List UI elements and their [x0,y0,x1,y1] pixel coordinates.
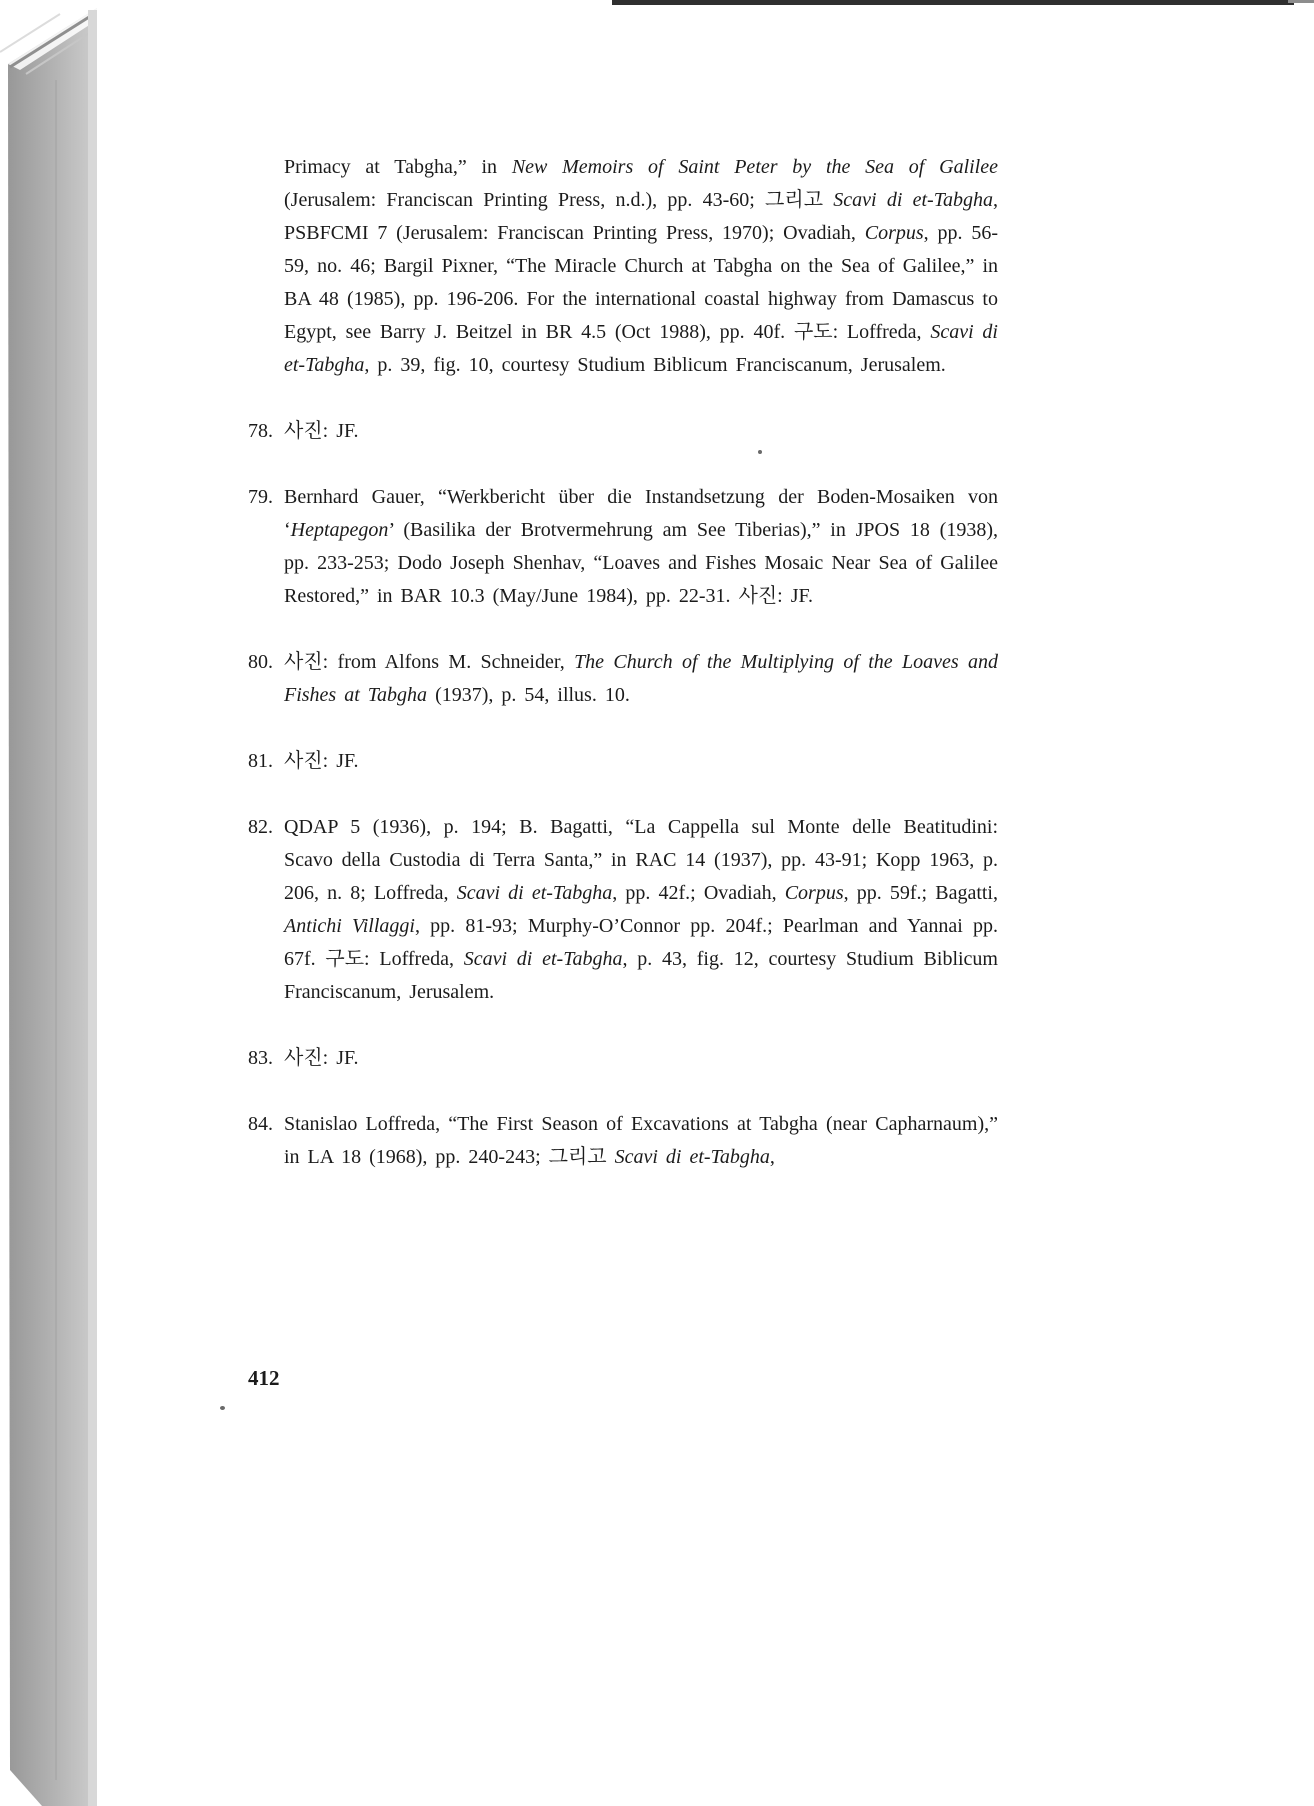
scan-speck [758,450,762,454]
footnote [248,745,998,778]
text-segment: (1937), p. 54, illus. 10. [427,684,630,706]
text-segment: 사진: JF. [284,750,359,772]
footnote-number: 83. [248,1047,273,1069]
text-segment: , pp. 42f.; Ovadiah, [612,882,785,904]
text-segment: 사진: JF. [284,1047,359,1069]
italic-text-segment: Scavi di et-Tabgha [463,948,623,970]
footnote-number: 79. [248,486,273,508]
italic-text-segment: New Memoirs of Saint Peter by the Sea of Galilee [511,156,998,178]
italic-text-segment: The Church of the Multiplying of the Loaves and Fishes at Tabgha [284,651,998,706]
text-segment: Stanislao Loffreda, “The First Season of Excavations at Tabgha (near Capharnaum),” in LA 18 (1968), pp. 240-243; 그리고 [284,1113,998,1168]
notes-list [248,151,998,1207]
text-segment: , pp. 56-59, no. 46; Bargil Pixner, “The Miracle Church at Tabgha on the Sea of Galilee,” in BA 48 (1985), pp. 196-206. For the international coastal highway from Damascus to Egypt, see Barry J. Beitzel in BR 4.5 (Oct 1988), pp. 40f. 구도: Loffreda, [284,222,998,343]
text-segment: ’ (Basilika der Brotvermehrung am See Tiberias),” in JPOS 18 (1938), pp. 233-253; Dodo Joseph Shenhav, “Loaves and Fishes Mosaic Near Sea of Galilee Restored,” in BAR 10.3 (May/June 1984), pp. 22-31. 사진: JF. [284,519,998,607]
text-segment: 사진: JF. [284,420,359,442]
footnote-number: 80. [248,651,273,673]
page-stack-edge [8,8,97,1806]
italic-text-segment: Scavi di et-Tabgha [284,321,998,376]
footnote [248,415,998,448]
scan-speck [220,1406,225,1410]
italic-text-segment: Scavi di et-Tabgha [456,882,613,904]
text-segment: , PSBFCMI 7 (Jerusalem: Franciscan Printing Press, 1970); Ovadiah, [284,189,998,244]
text-segment: , [769,1146,775,1168]
text-segment: , p. 43, fig. 12, courtesy Studium Biblicum Franciscanum, Jerusalem. [284,948,998,1003]
italic-text-segment: Corpus [784,882,844,904]
text-segment: , pp. 59f.; Bagatti, [843,882,998,904]
text-segment: Bernhard Gauer, “Werkbericht über die Instandsetzung der Boden-Mosaiken von ‘ [284,486,998,541]
text-segment: QDAP 5 (1936), p. 194; B. Bagatti, “La Cappella sul Monte delle Beatitudini: Scavo della Custodia di Terra Santa,” in RAC 14 (1937), pp. 43-91; Kopp 1963, p. 206, n. 8; Loffreda, [284,816,998,904]
footnote-number: 81. [248,750,273,772]
text-segment: , pp. 81-93; Murphy-O’Connor pp. 204f.; Pearlman and Yannai pp. 67f. 구도: Loffreda, [284,915,998,970]
text-segment: (Jerusalem: Franciscan Printing Press, n.d.), pp. 43-60; 그리고 [284,189,834,211]
footnote [248,811,998,1009]
footnote [248,1108,998,1174]
footnote [248,481,998,613]
footnote-number: 84. [248,1113,273,1135]
italic-text-segment: Heptapegon [290,519,389,541]
footnote-number: 82. [248,816,273,838]
text-segment: , p. 39, fig. 10, courtesy Studium Biblicum Franciscanum, Jerusalem. [364,354,946,376]
footnote [248,646,998,712]
italic-text-segment: Scavi di et-Tabgha [614,1146,770,1168]
text-segment: 사진: from Alfons M. Schneider, [284,651,575,673]
footnote-continuation [248,151,998,382]
footnote-number: 78. [248,420,273,442]
text-segment: Primacy at Tabgha,” in [284,156,512,178]
italic-text-segment: Corpus [864,222,924,244]
footnote [248,1042,998,1075]
page-number: 412 [248,1366,280,1390]
italic-text-segment: Antichi Villaggi [284,915,415,937]
italic-text-segment: Scavi di et-Tabgha [833,189,993,211]
